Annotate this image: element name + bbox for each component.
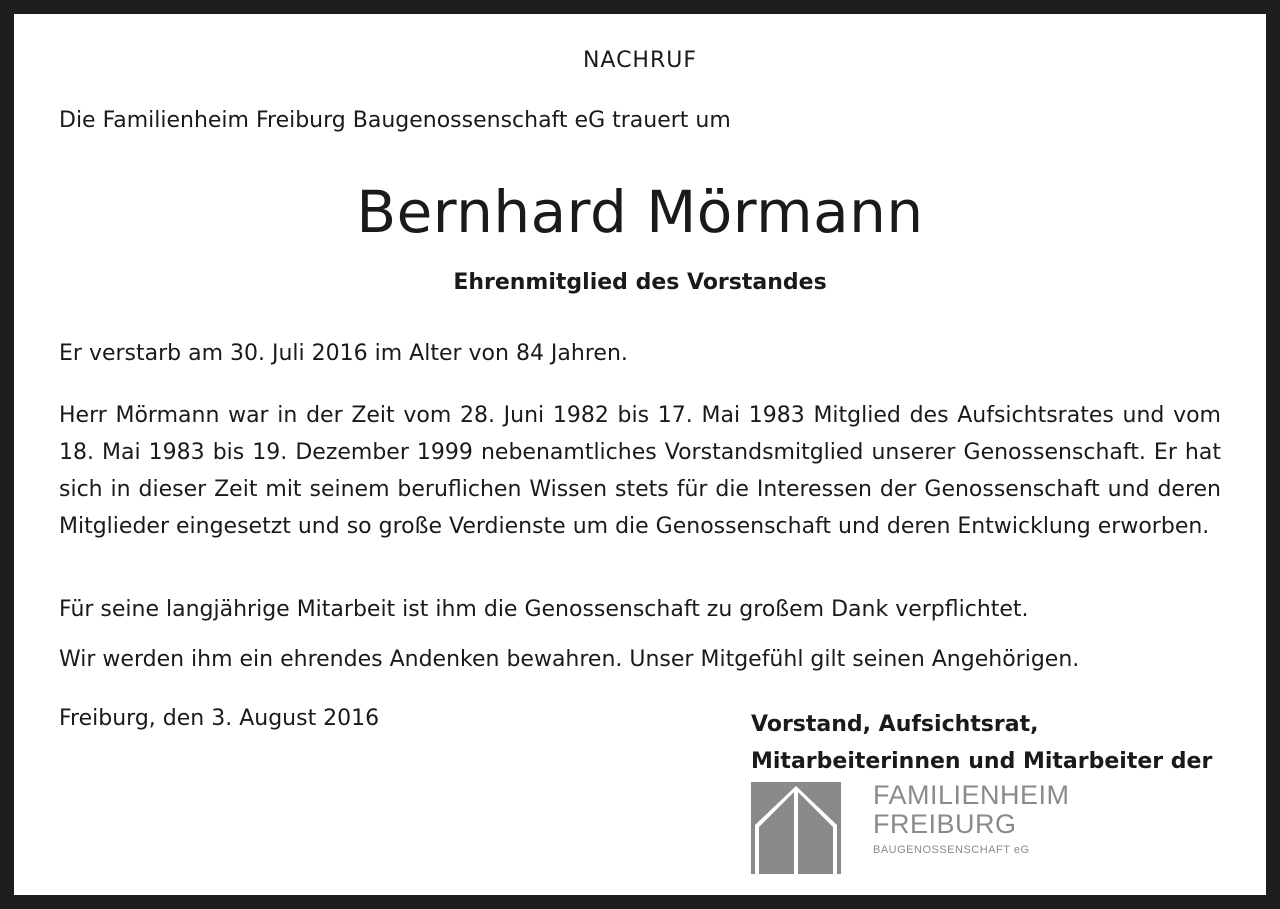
logo-text-familienheim: FAMILIENHEIM	[873, 780, 1070, 810]
signer-block	[751, 706, 1212, 780]
notice-heading: NACHRUF	[582, 48, 698, 73]
deceased-name: Bernhard Mörmann	[356, 178, 924, 246]
place-date: Freiburg, den 3. August 2016	[59, 706, 380, 731]
biography-paragraph: Herr Mörmann war in der Zeit vom 28. Juni 1982 bis 17. Mai 1983 Mitglied des Aufsichtsrates und vom 18. Mai 1983 bis 19. Dezember 1999 nebenamtliches Vorstandsmitglied unserer Genossenschaft. Er hat sich in dieser Zeit mit seinem beruflichen Wissen stets für die Interessen der Genossenschaft und deren Mitglieder eingesetzt und so große Verdienste um die Genossenschaft und deren Entwicklung erworben.	[59, 403, 1221, 539]
house-roof-icon	[751, 782, 841, 874]
logo-text-freiburg: FREIBURG	[873, 809, 1017, 839]
signer-line-2: Mitarbeiterinnen und Mitarbeiter der	[751, 749, 1213, 774]
company-logo	[751, 780, 1081, 876]
signer-line-1: Vorstand, Aufsichtsrat,	[751, 712, 1039, 737]
memorial-line: Wir werden ihm ein ehrendes Andenken bewahren. Unser Mitgefühl gilt seinen Angehörigen.	[59, 647, 1080, 672]
death-line: Er verstarb am 30. Juli 2016 im Alter von 84 Jahren.	[59, 341, 628, 366]
intro-text: Die Familienheim Freiburg Baugenossenschaft eG trauert um	[59, 108, 731, 133]
logo-text-baugenossenschaft: BAUGENOSSENSCHAFT eG	[873, 844, 1030, 856]
obituary-notice	[14, 14, 1266, 895]
deceased-role: Ehrenmitglied des Vorstandes	[453, 270, 827, 295]
gratitude-line: Für seine langjährige Mitarbeit ist ihm die Genossenschaft zu großem Dank verpflichtet.	[59, 597, 1029, 622]
